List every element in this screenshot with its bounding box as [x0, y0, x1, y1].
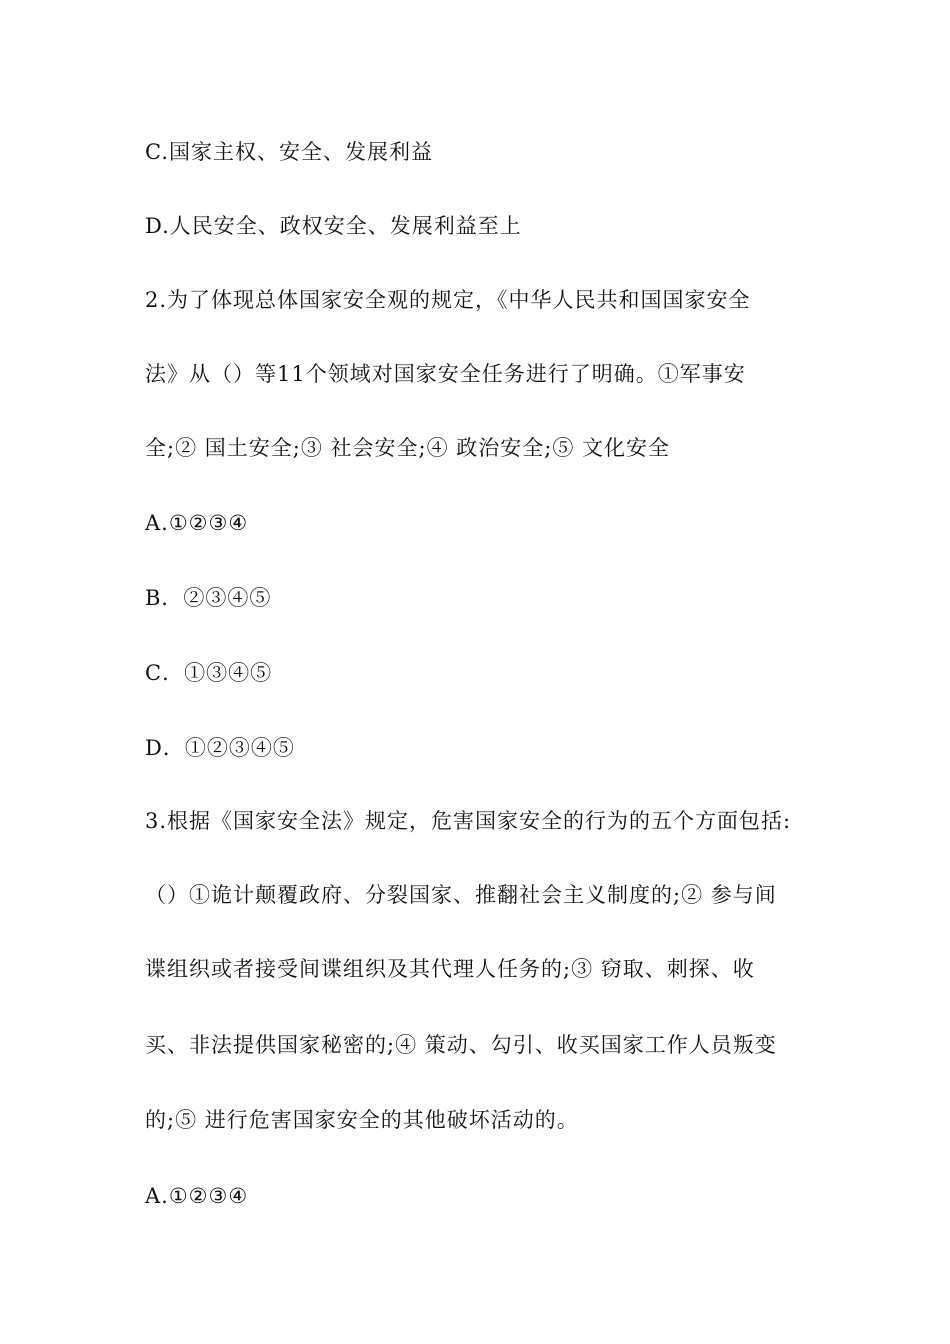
question-2-line-3: 全;② 国土安全;③ 社会安全;④ 政治安全;⑤ 文化安全	[145, 436, 670, 460]
question-2-line-1: 2.为了体现总体国家安全观的规定，《中华人民共和国国家安全	[145, 288, 751, 312]
question-3-line-1: 3.根据《国家安全法》规定，危害国家安全的行为的五个方面包括:	[145, 809, 792, 833]
question-3-line-4: 买、非法提供国家秘密的;④ 策动、勾引、收买国家工作人员叛变	[145, 1033, 777, 1057]
option-a-q2: A.①②③④	[145, 511, 249, 535]
option-c-q1: C.国家主权、安全、发展利益	[145, 140, 433, 164]
option-d-q2: D．①②③④⑤	[145, 736, 295, 760]
question-3-line-5: 的;⑤ 进行危害国家安全的其他破坏活动的。	[145, 1108, 579, 1132]
question-3-line-2: （）①诡计颠覆政府、分裂国家、推翻社会主义制度的;② 参与间	[145, 883, 777, 907]
option-a-q3: A.①②③④	[145, 1184, 249, 1208]
question-3-line-3: 谍组织或者接受间谍组织及其代理人任务的;③ 窃取、刺探、收	[145, 957, 755, 981]
option-d-q1: D.人民安全、政权安全、发展利益至上	[145, 214, 522, 238]
question-2-line-2: 法》从（）等11个领域对国家安全任务进行了明确。①军事安	[145, 362, 746, 386]
option-c-q2: C．①③④⑤	[145, 661, 273, 685]
option-b-q2: B．②③④⑤	[145, 586, 272, 610]
